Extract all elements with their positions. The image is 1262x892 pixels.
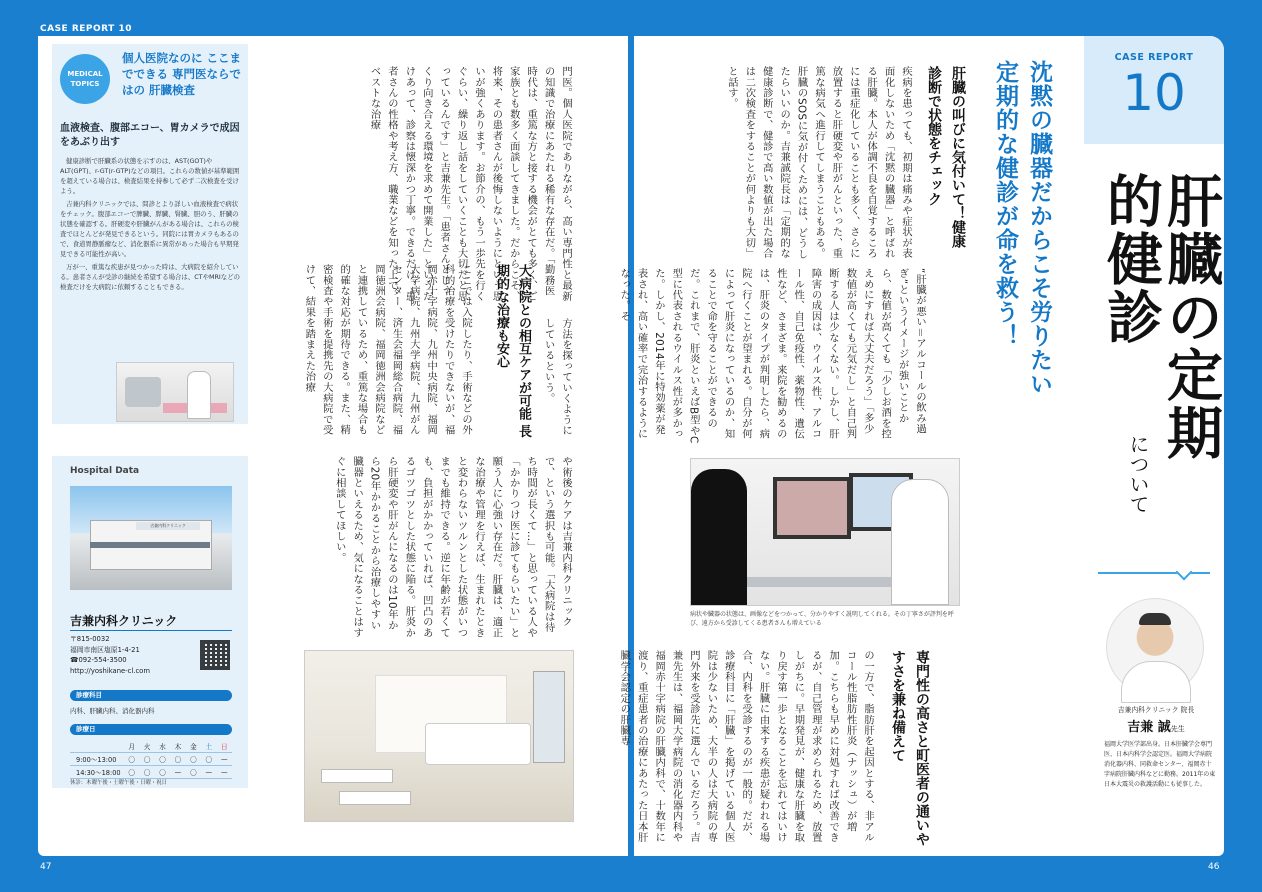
feature-title-suffix: について	[1126, 434, 1150, 514]
feature-title: 肝臓の定期的健診	[1098, 172, 1223, 462]
hours-label: 診療日	[70, 724, 232, 735]
topic-heading: 血液検査、腹部エコー、胃カメラで成因をあぶり出す	[60, 123, 240, 148]
topic-paragraph: 健康診断で肝臓系の状態を示すのは、AST(GOT)やALT(GPT)、r-GT(r-GTP)などの項目。これらの数値が基準範囲を超えている場合は、検査結果を持参して必ず二次検査を受けよう。	[60, 157, 240, 195]
website-link[interactable]: http://yoshikane-cl.com	[70, 666, 150, 675]
doctor-honorific: 先生	[1170, 725, 1185, 733]
time-slot: 14:30〜18:00	[70, 766, 124, 779]
hours-row-afternoon	[70, 766, 232, 779]
ultrasound-machine	[125, 377, 161, 407]
topic-body	[60, 156, 244, 292]
waiting-bench	[339, 791, 411, 805]
topic-title: 個人医院なのに ここまでできる 専門医ならではの 肝臓検査	[122, 51, 242, 97]
day-wed: 水	[155, 740, 170, 753]
desk	[747, 577, 897, 587]
hours-table	[70, 740, 232, 779]
hospital-data-panel	[52, 456, 248, 788]
page-number-right: 46	[1208, 862, 1220, 872]
body-column-left-4: や術後のケアは吉兼内科クリニックで、という選択も可能。「大病院は待ち時間が長くて…」と思っている人や「かかりつけ医に診てもらいたい」と願う人に心強い存在だ。肝臓は、適正な治療や管理を行えば、生まれたときと変わらないツルンとした状態がいつまでも維持できる。逆に年齢が若くても、負担がかかっていれば、凹凸のあるゴツゴツとした状態に陥る。肝炎から肝硬変や肝がんになるのは10年から20年かかることから治療しやすい臓器といえるため、気になることはすぐに相談してほしい。	[333, 456, 572, 638]
waiting-bench	[321, 769, 393, 783]
dept-list: 内科、肝臓内科、消化器内科	[70, 707, 155, 715]
entrance-door	[533, 671, 565, 763]
mark: 〇	[139, 766, 154, 779]
mark: —	[217, 766, 232, 779]
mark: 〇	[139, 753, 154, 766]
qr-code[interactable]	[200, 640, 230, 670]
doctor-figure	[187, 371, 211, 419]
doctor-role: 吉兼内科クリニック 院長	[1117, 706, 1195, 714]
patient-figure	[691, 469, 747, 605]
postal-code: 〒815-0032	[70, 635, 110, 643]
day-mon: 月	[124, 740, 139, 753]
doctor-portrait	[1106, 598, 1204, 696]
clinic-lobby-photo	[304, 650, 574, 822]
hospital-data-label: Hospital Data	[70, 466, 140, 476]
mark: —	[201, 766, 216, 779]
phone: ☎092-554-3500	[70, 656, 127, 664]
case-report-box	[1084, 36, 1224, 144]
topic-paragraph: 万が一、重篤な疾患が見つかった時は、大病院を紹介している。患者さんが受診の継続を希望する場合は、CTやMRIなどの検査だけを大病院に依頼することもできる。	[60, 263, 240, 291]
case-report-number: 10	[1122, 64, 1186, 122]
address: 福岡市南区塩原1-4-21	[70, 645, 140, 654]
mark: 〇	[155, 766, 170, 779]
doctor-figure	[891, 479, 949, 605]
day-thu: 木	[170, 740, 185, 753]
medical-topics-panel	[52, 44, 248, 424]
time-slot: 9:00〜13:00	[70, 753, 124, 766]
case-report-label: CASE REPORT	[1114, 52, 1194, 63]
hours-header-row	[70, 740, 232, 753]
doctor-name	[1094, 716, 1218, 735]
portrait-hair	[1139, 613, 1171, 625]
body-column-left-2: 方法を探っていくようにしているという。	[542, 318, 572, 436]
medical-topics-badge: MEDICAL TOPICS	[60, 54, 110, 104]
mark: 〇	[186, 753, 201, 766]
topics-box	[52, 44, 248, 424]
building-stripe	[90, 542, 210, 548]
clinic-building-photo	[70, 486, 232, 590]
reception-counter	[425, 723, 531, 765]
catch-copy-line1: 沈黙の臓器だからこそ労りたい	[1026, 60, 1052, 396]
clinic-name-rule	[70, 630, 232, 631]
mark: 〇	[186, 766, 201, 779]
page-number-left: 47	[40, 862, 52, 872]
body-column-left-3: ここでは入院したり、手術などの外科的治療を受けたりできないが、福岡赤十字病院、九州中央病院、福岡大学病院、九州大学病院、九州がんセンター、済生会福岡総合病院、福岡徳洲会病院、福岡徳洲会病院などと連携しているため、重篤な場合も的確な対応が期待できる。また、精密検査や手術を提携先の大病院で受けて、結果を踏まえた治療	[303, 264, 472, 436]
body-column-left-1: 門医。個人医院でありながら、高い専門性と最新の知識で治療にあたれる稀有な存在だ。「勤務医時代は、重篤な方と接する機会がとても多く、ご家族とも数多く面談してきました。だからこそ、将来、その患者さんが後悔しないようにという思いが強くあります。お節介の、もう一歩先を行くぐらい、繰り返し話をしていくことも大切だと思っているんです」と吉兼先生。「患者さんとじっくり向き合える環境を求めて開業した」というだけあって、診察は懐深かつ丁寧。できるだけ、患者さんの性格や考え方、職業などを知った上で、ベストな治療	[368, 66, 572, 302]
catch-copy-line2: 定期的な健診が命を救う！	[992, 60, 1018, 348]
mark: 〇	[201, 753, 216, 766]
day-sat: 土	[201, 740, 216, 753]
portrait-coat	[1121, 661, 1191, 703]
hours-row-morning	[70, 753, 232, 766]
monitor-left	[773, 477, 851, 539]
doctor-bio: 福岡大学医学部出身。日本肝臓学会専門医、日本内科学会認定医。福岡大学病院消化器内科、同救命センター、福岡赤十字病院肝臓内科などに勤務。2011年の東日本大震災の救護活動にも従事した。	[1104, 741, 1216, 788]
body-column-right-3: の一方で、脂肪肝を起因とする、非アルコール性脂肪性肝炎（ナッシュ）が増加。こちらも早めに対処すれば改善できるが、自己管理が求められるため、放置しがちに。早期発見が、健康な肝臓を取り戻す第一歩となることを忘れてはいけない。肝臓に由来する疾患が疑われる場合、内科を受診するのが一般的。だが、診療科目に「肝臓」を掲げている個人医院は少ないため、大半の人は大病院の専門外来を受診先に選んでいるだろう。吉兼先生は、福岡大学病院の消化器内科や福岡赤十字病院の肝臓内科で、十数年に渡り、重症患者の治療にあたった日本肝臓学会認定の肝臓専	[618, 650, 874, 843]
body-column-right-2: “肝臓が悪い＝アルコールの飲み過ぎ”というイメージが強いことから、数値が高くても「少しお酒を控えめにすれば大丈夫だろう」「多少数値が高くても元気だし」と自己判断する人は少なくない。しかし、肝障害の成因は、ウイルス性、アルコール性、自己免疫性、薬物性、遺伝性など、さまざま。来院を勧めるのは、肝炎のタイプが判明したら、病院へ行くことが望まれる。自分が何によって肝炎になっているのか、知ることで命を守ることができるのだ。これまで、肝炎といえばB型やC型に代表されるウイルス性が多かった。しかし、2014年に特効薬が発表され、高い確率で完治するようになった。そ	[618, 268, 926, 444]
clinic-name: 吉兼内科クリニック	[70, 614, 178, 628]
clinic-contact	[70, 634, 190, 676]
day-tue: 火	[139, 740, 154, 753]
mark: 〇	[170, 753, 185, 766]
speech-line	[1098, 572, 1210, 574]
subheading-expertise: 専門性の高さと町医者の通いやすさを兼ね備えて	[890, 650, 930, 846]
dept-label: 診療科目	[70, 690, 232, 701]
day-sun: 日	[217, 740, 232, 753]
mark: 〇	[124, 753, 139, 766]
day-fri: 金	[186, 740, 201, 753]
mark: —	[217, 753, 232, 766]
body-column-right-1: 疾病を患っても、初期は痛みや症状が表面化しないため「沈黙の臓器」と呼ばれる肝臓。本人が体調不良を自覚するころには重症化していることも多く、さらに放置すると肝硬変や肝がんといった、重篤な病気へ進行してしまうこともある。肝臓のSOSに気が付くためには、どうしたらいいのか。吉兼誠院長は「定期的な健康診断で、健診で高い数値が出た場合は二次検査をすることが何よりも大切」と話す。	[725, 66, 912, 260]
building-sign: 吉兼内科クリニック	[136, 522, 200, 530]
case-report-tag: CASE REPORT 10	[40, 24, 132, 34]
hours-note: 休診：木曜午後・土曜午後・日曜・祝日	[70, 780, 168, 786]
mark: 〇	[155, 753, 170, 766]
mark: 〇	[124, 766, 139, 779]
consultation-photo	[690, 458, 960, 606]
doctor-name-text: 吉兼 誠	[1127, 720, 1171, 735]
topic-paragraph: 吉兼内科クリニックでは、問診とより詳しい血液検査で病状をチェック。腹部エコーで脾臓、膵臓、腎臓、胆のう、肝臓の状態を確認する。肝硬変や肝臓がんがある場合は、これらの検査でほとんどが発見できるという。同院には胃カメラもあるので、食道胃静脈瘤など、消化器系に異常があった場合も早期発見できる可能性が高い。	[60, 200, 239, 258]
mark: —	[170, 766, 185, 779]
subheading-liver-check: 肝臓の叫びに気付いて！健康診断で状態をチェック	[926, 66, 966, 248]
photo-caption: 病状や臓器の状態は、画像などをつかって、分かりやすく説明してくれる。その丁寧さが評判を呼び、遠方から受診してくる患者さんも増えている	[690, 611, 954, 627]
subheading-hospital-cooperation: 大病院との相互ケアが可能 長期的な治療も安心	[494, 264, 531, 438]
ultrasound-exam-photo	[116, 362, 234, 422]
